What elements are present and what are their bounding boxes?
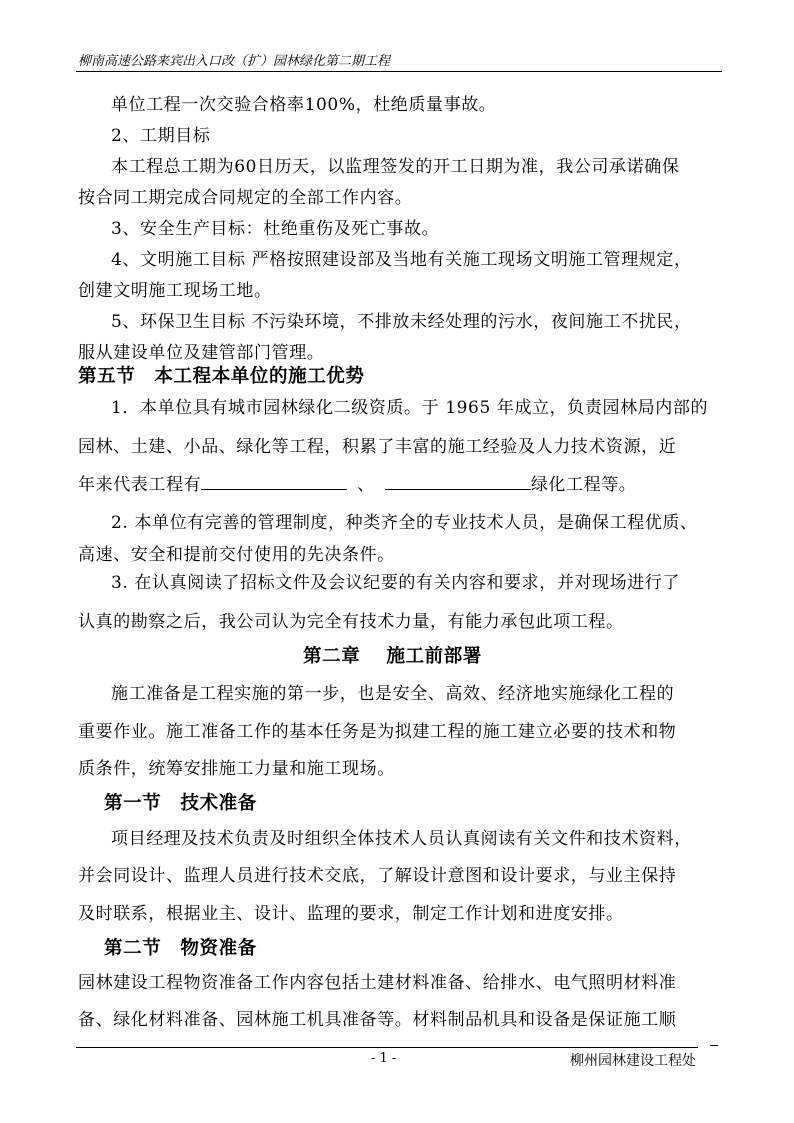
paragraph-line: 项目经理及技术负责及时组织全体技术人员认真阅读有关文件和技术资料， [111,829,692,849]
paragraph-line: 重要作业。施工准备工作的基本任务是为拟建工程的施工建立必要的技术和物 [78,722,677,742]
text-segment: 、 [357,475,375,495]
section-heading-2: 第二节 物资准备 [104,938,257,959]
subheading-safety-goal: 3、安全生产目标：杜绝重伤及死亡事故。 [111,219,440,239]
paragraph-line: 质条件，统筹安排施工力量和施工现场。 [78,759,395,779]
paragraph-line: 服从建设单位及建管部门管理。 [78,343,325,363]
paragraph-line: 并会同设计、监理人员进行技术交底，了解设计意图和设计要求，与业主保持 [78,866,677,886]
paragraph-line: 4、文明施工目标 严格按照建设部及当地有关施工现场文明施工管理规定， [111,250,692,270]
fill-in-blank-1 [201,473,347,490]
footer-rule [76,1047,698,1048]
paragraph-line: 单位工程一次交验合格率100%，杜绝质量事故。 [111,95,497,115]
paragraph-line: 高速、安全和提前交付使用的先决条件。 [78,545,395,565]
paragraph-line: 园林、土建、小品、绿化等工程，积累了丰富的施工经验及人力技术资源，近 [78,437,677,457]
section-heading-5: 第五节 本工程本单位的施工优势 [78,366,365,387]
page-number: - 1 - [371,1051,397,1066]
subheading-schedule-goal: 2、工期目标 [111,126,211,146]
header-rule [76,71,722,72]
text-segment: 绿化工程等。 [530,475,637,495]
section-heading-1: 第一节 技术准备 [104,793,257,814]
paragraph-line: 认真的勘察之后，我公司认为完全有技术力量，有能力承包此项工程。 [78,612,624,632]
paragraph-line: 本工程总工期为60日历天，以监理签发的开工日期为准，我公司承诺确保 [111,157,680,177]
paragraph-line: 3. 在认真阅读了招标文件及会议纪要的有关内容和要求，并对现场进行了 [111,573,681,593]
paragraph-line-with-blanks [78,470,636,495]
paragraph-line: 1．本单位具有城市园林绿化二级资质。于 1965 年成立，负责园林局内部的 [111,398,709,418]
footer-organization: 柳州园林建设工程处 [570,1053,696,1069]
paragraph-line: 园林建设工程物资准备工作内容包括土建材料准备、给排水、电气照明材料准 [78,973,677,993]
paragraph-line: 5、环保卫生目标 不污染环境，不排放未经处理的污水，夜间施工不扰民， [111,312,692,332]
paragraph-line: 按合同工期完成合同规定的全部工作内容。 [78,188,413,208]
paragraph-line: 创建文明施工现场工地。 [78,281,272,301]
paragraph-line: 施工准备是工程实施的第一步，也是安全、高效、经济地实施绿化工程的 [111,684,675,704]
running-header: 柳南高速公路来宾出入口改（扩）园林绿化第二期工程 [78,54,391,69]
fill-in-blank-2 [385,473,531,490]
paragraph-line: 备、绿化材料准备、园林施工机具准备等。材料制品机具和设备是保证施工顺 [78,1010,677,1030]
chapter-heading-2: 第二章 施工前部署 [303,646,482,667]
paragraph-line: 2. 本单位有完善的管理制度，种类齐全的专业技术人员，是确保工程优质、 [111,513,698,533]
paragraph-line: 及时联系，根据业主、设计、监理的要求，制定工作计划和进度安排。 [78,904,624,924]
text-segment: 年来代表工程有 [78,475,202,495]
footer-dash [710,1045,718,1046]
